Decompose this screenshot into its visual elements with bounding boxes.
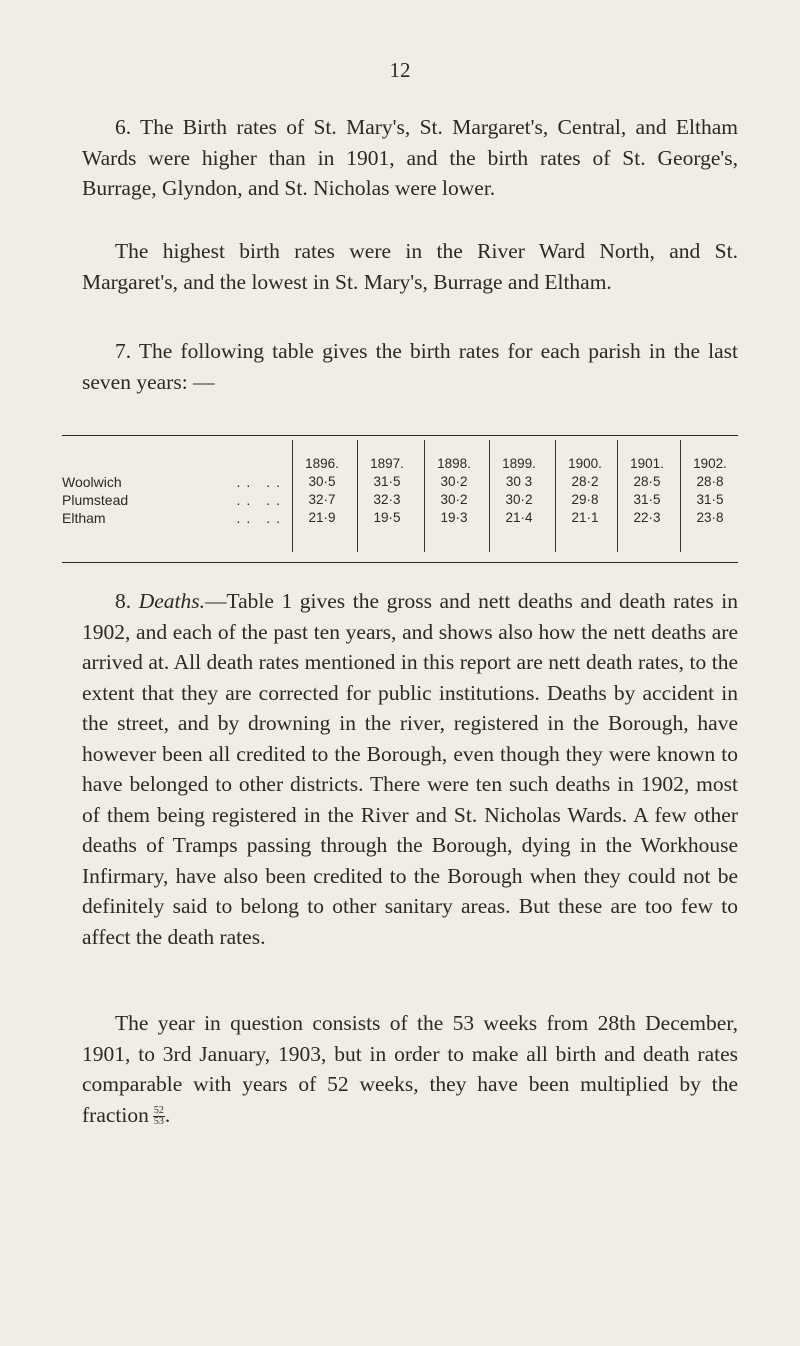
table-header-year: 1898.	[437, 456, 471, 471]
paragraph-8-heading: Deaths.	[138, 589, 205, 613]
leader-dots: .. ..	[236, 510, 286, 526]
table-cell: 23·8	[696, 510, 724, 525]
paragraph-7-text: 7. The following table gives the birth rates for each parish in the last seven years: —	[82, 339, 738, 394]
parish-name: Eltham	[62, 510, 106, 526]
row-label	[62, 492, 288, 508]
parish-name: Woolwich	[62, 474, 122, 490]
table-cell: 21·1	[571, 510, 599, 525]
table-cell: 21·4	[505, 510, 533, 525]
table-header-year: 1902.	[693, 456, 727, 471]
page-number: 12	[389, 58, 411, 82]
table-header-year: 1900.	[568, 456, 602, 471]
paragraph-8	[82, 586, 738, 952]
table-cell: 21·9	[308, 510, 336, 525]
fraction-period: .	[164, 1102, 171, 1127]
paragraph-6-continued	[82, 236, 738, 297]
table-cell: 28·2	[571, 474, 599, 489]
fraction	[153, 1106, 165, 1127]
table-bottom-rule	[62, 562, 738, 563]
table-cell: 30·2	[440, 474, 468, 489]
table-cell: 30·5	[308, 474, 336, 489]
paragraph-8-text: —Table 1 gives the gross and nett deaths and death rates in 1902, and each of the past ten years, and shows also how the nett deaths are arrived at. All death rates mentioned in this report are nett death rates, to the extent that they are corrected for public institutions. Deaths by accident in the street, and by drowning in the river, registered in the Borough, have however been all credited to the Borough, even though they were known to have belonged to other districts. There were ten such deaths in 1902, most of them being registered in the River and St. Nicholas Wards. A few other deaths of Tramps passing through the Borough, dying in the Workhouse Infirmary, have also been credited to the Borough when they could not be definitely said to belong to other sanitary areas. But these are too few to affect the death rates.	[82, 589, 738, 949]
paragraph-8-continued-text: The year in question consists of the 53 weeks from 28th December, 1901, to 3rd January, 1903, but in order to make all birth and death rates comparable with years of 52 weeks, they have been multiplied by the fraction	[82, 1011, 738, 1127]
table-cell: 19·3	[440, 510, 468, 525]
paragraph-8-number: 8.	[115, 589, 132, 613]
table-header-year: 1899.	[502, 456, 536, 471]
table-cell: 28·5	[633, 474, 661, 489]
table-cell: 31·5	[373, 474, 401, 489]
table-cell: 31·5	[633, 492, 661, 507]
table-top-rule	[62, 435, 738, 436]
table-cell: 22·3	[633, 510, 661, 525]
leader-dots: .. ..	[236, 474, 286, 490]
paragraph-7	[82, 336, 738, 397]
table-header-year: 1901.	[630, 456, 664, 471]
table-cell: 31·5	[696, 492, 724, 507]
table-cell: 29·8	[571, 492, 599, 507]
table-cell: 32·7	[308, 492, 336, 507]
row-label	[62, 510, 288, 526]
paragraph-8-continued	[82, 1008, 738, 1130]
table-header-year: 1897.	[370, 456, 404, 471]
fraction-numerator: 52	[153, 1105, 164, 1117]
table-cell: 30·2	[440, 492, 468, 507]
leader-dots: .. ..	[236, 492, 286, 508]
table-cell: 19·5	[373, 510, 401, 525]
row-label	[62, 474, 288, 490]
table-header-year: 1896.	[305, 456, 339, 471]
table-cell: 32·3	[373, 492, 401, 507]
table-cell: 30·2	[505, 492, 533, 507]
parish-name: Plumstead	[62, 492, 129, 508]
fraction-denominator: 53	[153, 1116, 164, 1128]
paragraph-6-continued-text: The highest birth rates were in the River Ward North, and St. Margaret's, and the lowest in St. Mary's, Burrage and Eltham.	[82, 239, 738, 294]
paragraph-6	[82, 112, 738, 204]
table-cell: 28·8	[696, 474, 724, 489]
table-cell: 30 3	[505, 474, 533, 489]
paragraph-6-text: 6. The Birth rates of St. Mary's, St. Margaret's, Central, and Eltham Wards were higher than in 1901, and the birth rates of St. George's, Burrage, Glyndon, and St. Nicholas were lower.	[82, 115, 738, 200]
